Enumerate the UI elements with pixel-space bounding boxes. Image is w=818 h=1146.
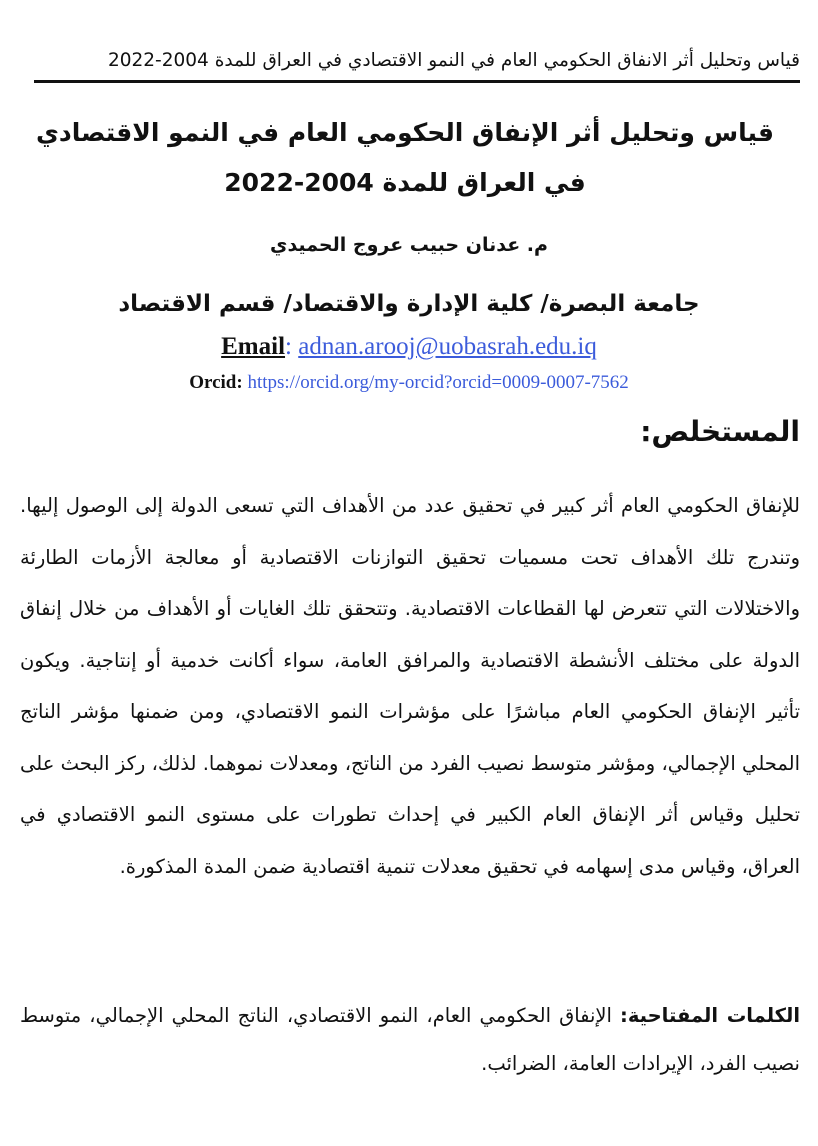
email-line [0, 330, 818, 364]
running-header: قياس وتحليل أثر الانفاق الحكومي العام في النمو الاقتصادي في العراق للمدة 2004-2022 [34, 46, 800, 83]
keywords-text: الإنفاق الحكومي العام، النمو الاقتصادي، الناتج المحلي الإجمالي، متوسط نصيب الفرد، الإيرادات العامة، الضرائب. [20, 1004, 800, 1075]
paper-title: قياس وتحليل أثر الإنفاق الحكومي العام في النمو الاقتصادي في العراق للمدة 2004-2022 [35, 118, 775, 197]
author-name: م. عدنان حبيب عروج الحميدي [270, 234, 548, 256]
orcid-line [0, 368, 818, 398]
abstract-heading: المستخلص: [640, 415, 800, 448]
email-separator: : [285, 333, 299, 360]
email-link[interactable]: adnan.arooj@uobasrah.edu.iq [298, 333, 597, 360]
email-label: Email [221, 333, 286, 360]
orcid-separator: : [236, 372, 248, 393]
abstract-body: للإنفاق الحكومي العام أثر كبير في تحقيق عدد من الأهداف التي تسعى الدولة إلى الوصول إليها. وتندرج تلك الأهداف تحت مسميات تحقيق التوازنات الاقتصادية أو معالجة الأزمات الطارئة والاختلالات التي تتعرض لها القطاعات الاقتصادية. وتتحقق تلك الغايات أو الأهداف من خلال إنفاق الدولة على مختلف الأنشطة الاقتصادية والمرافق العامة، سواء أكانت خدمية أو إنتاجية. ويكون تأثير الإنفاق الحكومي العام مباشرًا على مؤشرات النمو الاقتصادي، ومن ضمنها مؤشر الناتج المحلي الإجمالي، ومؤشر متوسط نصيب الفرد من الناتج، ومعدلات نموهما. لذلك، ركز البحث على تحليل وقياس أثر الإنفاق العام الكبير في إحداث تطورات على مستوى النمو الاقتصادي في العراق، وقياس مدى إسهامه في تحقيق معدلات تنمية اقتصادية ضمن المدة المذكورة. [20, 494, 800, 878]
orcid-label: Orcid [189, 372, 237, 393]
keywords-label: الكلمات المفتاحية: [620, 1004, 801, 1027]
author-affiliation: جامعة البصرة/ كلية الإدارة والاقتصاد/ قسم الاقتصاد [118, 291, 700, 317]
keywords-paragraph [20, 992, 800, 1088]
orcid-link[interactable]: https://orcid.org/my-orcid?orcid=0009-0007-7562 [247, 372, 629, 393]
